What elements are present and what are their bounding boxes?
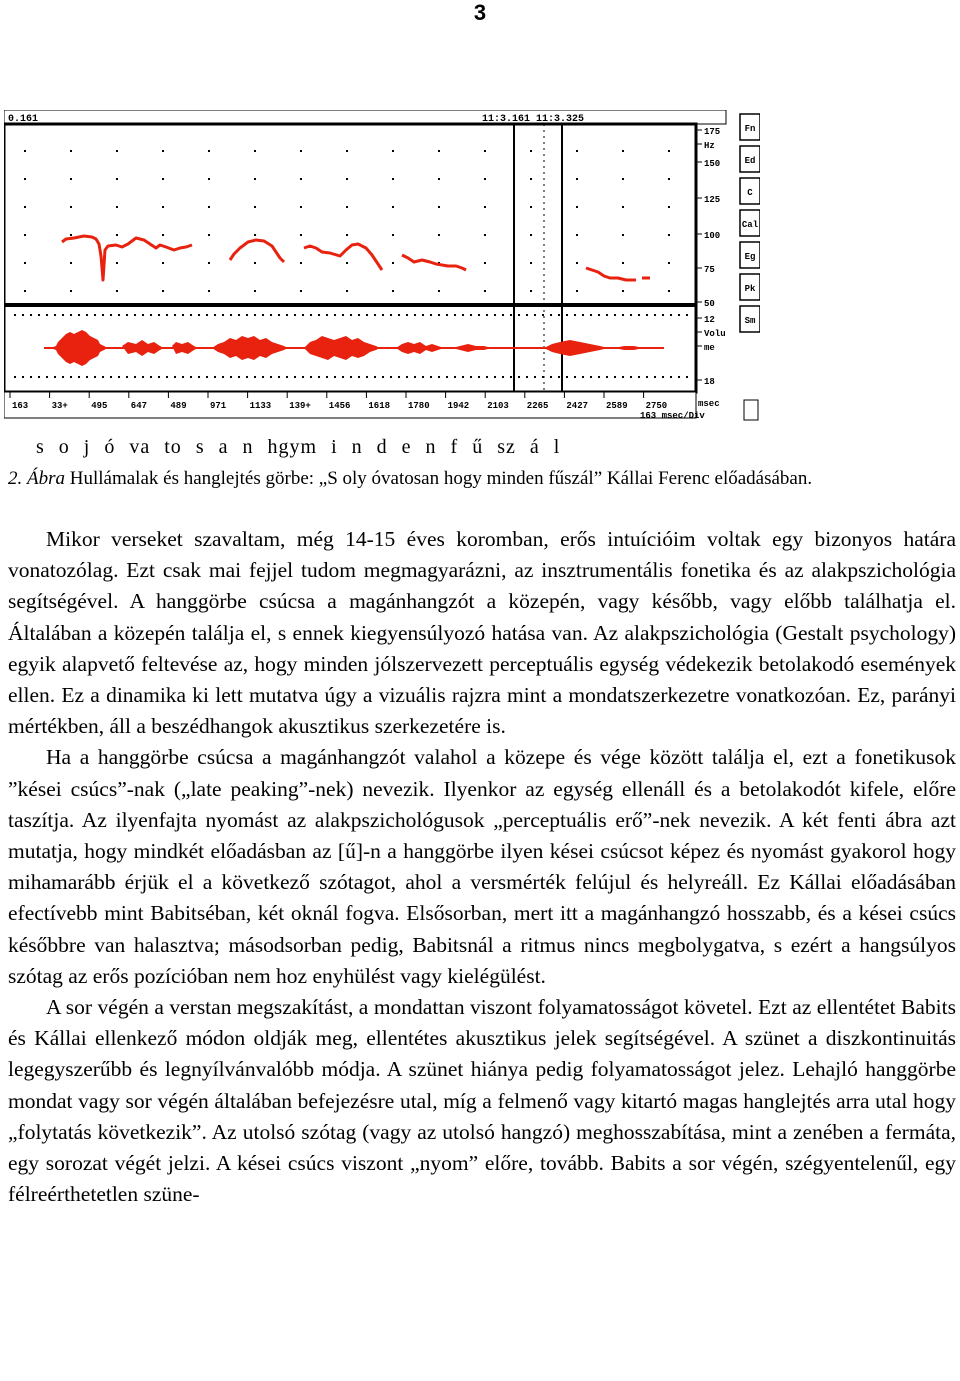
phoneme-label: s [36,436,45,458]
phoneme-label: á [529,436,540,458]
phoneme-label: i [331,436,338,458]
tool-button-label: Pk [744,284,756,294]
timeline-label: 647 [130,401,148,411]
timeline-label: 33+ [51,401,68,411]
tool-button[interactable] [740,178,760,204]
tool-button[interactable] [740,114,760,140]
tool-button-label: C [747,188,753,198]
timeline-label: 2427 [566,401,589,411]
phoneme-label: l [553,436,561,458]
pitch-waveform-figure [4,110,760,424]
timeline-label: 2750 [645,401,668,411]
timeline-label: 495 [91,401,108,411]
caption-label: 2. Ábra [8,468,65,489]
paragraph-3: A sor végén a verstan megszakítást, a mondattan viszont folyamatosságot követel. Ezt az ellentétet Babits és Kállai ellenkező módon oldják meg, ellentétes akusztikus jelek segítségével. A szünet a diszkontinuitás legegyszerűbb és legnyílvánvalóbb módja. A szünet hiánya pedig folyamatosságot jelez. Lehajló hanggörbe mondat vagy sor végén általában befejezésre utal, míg a felmenő vagy kitartó magas hanglejtés arra utal hogy „folytatás következik”. Az utolsó szótag (vagy az utolsó hangzó) meghosszabítása, mint a zenében a fermáta, egy sorozat végét jelzi. A kései csúcs viszont „nyom” előre, tovább. Babits a sor végén, szégyentelenűl, egy félreérthetetlen szüne- [8,995,956,1207]
timeline-label: 1618 [368,401,391,411]
timeline-scale: 163 msec/Div [640,411,705,421]
phoneme-label: e [401,436,412,458]
axis-label: Hz [704,141,715,151]
timeline-label: 2589 [606,401,628,411]
tool-palette [740,114,760,332]
axis-label: 75 [704,265,715,275]
phoneme-label: to [164,436,182,458]
timeline-label: 489 [170,401,187,411]
phoneme-label: sz [497,436,516,458]
body-text [8,524,956,1210]
tool-button[interactable] [740,210,760,236]
tool-button-label: Eg [744,252,756,262]
phoneme-label: f [450,436,459,458]
tool-button[interactable] [740,146,760,172]
tool-button-label: Cal [741,220,759,230]
timeline-label: 163 [12,401,29,411]
phoneme-label: hgym [267,436,318,458]
tool-button[interactable] [740,306,760,332]
timeline-label: 2265 [526,401,549,411]
figure-caption [8,468,948,490]
axis-label: 50 [704,299,715,309]
timeline-unit: msec [698,399,720,409]
phoneme-label: s [195,436,205,458]
axis-label: Volu [704,329,726,339]
caption-text: Hullámalak és hanglejtés görbe: „S oly óvatosan hogy minden fűszál” Kállai Ferenc előadásában. [65,468,813,489]
paragraph-1: Mikor verseket szavaltam, még 14-15 éves koromban, erős intuícióim voltak egy bizonyos határa vonatozólag. Ezt csak mai fejjel tudom megmagyarázni, az insztrumentális fonetika és az alakpszichológia segítségével. A hanggörbe csúcsa a magánhangzót a közepén, vagy később, vagy előbb találhatja el. Általában a közepén találja el, s ennek kiegyensúlyozó hatása van. Az alakpszichológia (Gestalt psychology) egyik alapvető feltevése az, hogy minden jólszervezett perceptuális egység védekezik betolakodó események ellen. Ez a dinamika ki lett mutatva úgy a vizuális rajzra mint a mondatszerkezetre vonatkozóan. Ez, parányi mértékben, áll a beszédhangok akusztikus szerkezetére is. [8,527,956,739]
phoneme-label: j [83,436,91,458]
page-number: 3 [473,0,487,25]
axis-label: 100 [704,231,721,241]
axis-label: 125 [704,195,721,205]
phoneme-label: n [242,436,254,458]
paragraph-2: Ha a hanggörbe csúcsa a magánhangzót valahol a közepe és vége között találja el, ezt a fonetikusok ”kései csúcs”-nak („late peaking”-nek) nevezik. Ilyenkor az egység ellenáll és a betolakodót kifele, előre taszítja. Az ilyenfajta nyomást az alakpszichológusok „perceptuális erő”-nek nevezik. A két fenti ábra azt mutatja, hogy mindkét előadásban az [ű]-n a hanggörbe ilyen kései csúcsot képez és nyomást gyakorol hogy mihamarább érjük el a következő szótagot, ahol a versmérték felújul és helyreáll. Ez Kállai előadásában efectívebb mint Babitséban, két oknál fogva. Elsősorban, mert itt a magánhangzó hosszabb, és a kései csúcs későbbre van halasztva; másodsorban pedig, Babitsnál a ritmus nincs megbolygatva, s ezért a hangsúlyos szótag az erős pozícióban nem hoz enyhülést vagy kielégülést. [8,745,956,988]
timeline-label: 971 [210,401,227,411]
tool-button[interactable] [740,274,760,300]
phoneme-label: ű [472,436,484,458]
phoneme-label: va [129,436,151,458]
phoneme-label: d [376,436,388,458]
phoneme-labels [36,436,574,459]
header-bar [4,110,726,124]
timeline-label: 2103 [487,401,509,411]
timeline-label: 1780 [408,401,430,411]
phoneme-label: ó [104,436,116,458]
header-time-center: 11:3.161 11:3.325 [482,114,585,125]
axis-label: 18 [704,377,715,387]
axis-label: 175 [704,127,721,137]
axis-label: me [704,343,715,353]
tool-button[interactable] [740,242,760,268]
axis-label: 150 [704,159,721,169]
phoneme-label: o [58,436,70,458]
phoneme-label: a [218,436,229,458]
phoneme-label: n [425,436,437,458]
axis-label: 12 [704,315,715,325]
scroll-box [744,400,758,420]
timeline-label: 1942 [447,401,470,411]
phoneme-label: n [351,436,363,458]
header-time-left: 0.161 [8,114,39,125]
timeline-label: 1133 [249,401,272,411]
timeline-label: 139+ [289,401,311,411]
tool-button-label: Ed [744,156,756,166]
timeline-label: 1456 [328,401,351,411]
tool-button-label: Sm [744,316,756,326]
tool-button-label: Fn [744,124,756,134]
